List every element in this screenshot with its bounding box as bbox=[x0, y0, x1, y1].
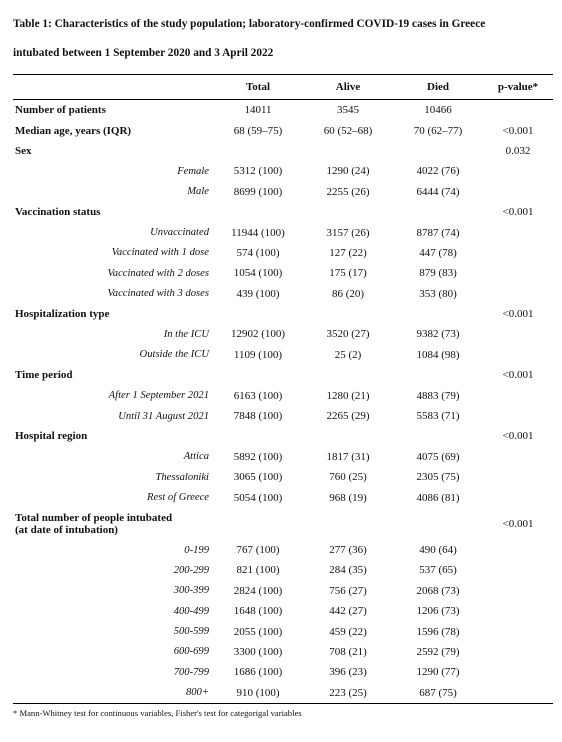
alive-cell: 1290 (24) bbox=[326, 165, 370, 178]
p-value-cell bbox=[483, 683, 553, 704]
p-value-cell bbox=[483, 447, 553, 467]
p-value-cell: <0.001 bbox=[502, 124, 534, 137]
total-cell bbox=[213, 365, 303, 385]
died-cell: 490 (64) bbox=[419, 544, 457, 556]
total-cell: 2055 (100) bbox=[233, 625, 283, 638]
table-row bbox=[13, 385, 553, 405]
total-cell: 1686 (100) bbox=[233, 666, 283, 679]
variable-label: Number of patients bbox=[15, 104, 106, 117]
subcategory-label: Male bbox=[187, 186, 209, 198]
column-header-label bbox=[13, 75, 213, 100]
table-row bbox=[13, 222, 553, 242]
died-cell: 4883 (79) bbox=[416, 389, 460, 402]
variable-label: Hospitalization type bbox=[15, 308, 110, 321]
subcategory-label: Until 31 August 2021 bbox=[118, 410, 209, 422]
total-cell bbox=[213, 304, 303, 324]
died-cell: 1596 (78) bbox=[416, 625, 460, 638]
table-row bbox=[13, 365, 553, 385]
total-cell: 5054 (100) bbox=[233, 491, 283, 504]
total-cell: 1054 (100) bbox=[233, 267, 283, 280]
died-cell bbox=[393, 304, 483, 324]
total-cell: 7848 (100) bbox=[233, 410, 283, 423]
total-cell bbox=[213, 426, 303, 446]
total-cell: 767 (100) bbox=[236, 544, 280, 556]
alive-cell bbox=[303, 141, 393, 161]
died-cell bbox=[393, 426, 483, 446]
p-value-cell bbox=[483, 581, 553, 601]
died-cell: 9382 (73) bbox=[416, 328, 460, 341]
column-header-alive: Alive bbox=[335, 81, 361, 93]
alive-cell: 284 (35) bbox=[329, 564, 367, 577]
died-cell: 2592 (79) bbox=[416, 645, 460, 658]
p-value-cell bbox=[483, 345, 553, 365]
subcategory-label: Outside the ICU bbox=[139, 349, 209, 361]
total-cell: 3300 (100) bbox=[233, 645, 283, 658]
table-row bbox=[13, 642, 553, 662]
died-cell: 447 (78) bbox=[419, 246, 457, 259]
subcategory-label: 0-199 bbox=[184, 544, 209, 556]
column-header-total: Total bbox=[245, 81, 271, 93]
p-value-cell bbox=[483, 161, 553, 181]
alive-cell bbox=[303, 508, 393, 540]
p-value-cell bbox=[483, 467, 553, 487]
subcategory-label: Female bbox=[177, 165, 209, 177]
p-value-cell bbox=[483, 560, 553, 580]
alive-cell: 756 (27) bbox=[329, 584, 367, 597]
table-row bbox=[13, 621, 553, 641]
table-row bbox=[13, 141, 553, 161]
total-cell: 8699 (100) bbox=[233, 185, 283, 198]
p-value-cell bbox=[483, 540, 553, 560]
table-row bbox=[13, 406, 553, 426]
p-value-cell bbox=[483, 642, 553, 662]
p-value-cell bbox=[483, 601, 553, 621]
alive-cell: 2255 (26) bbox=[326, 185, 370, 198]
table-row bbox=[13, 467, 553, 487]
alive-cell bbox=[303, 365, 393, 385]
table-body bbox=[13, 100, 553, 704]
alive-cell: 3157 (26) bbox=[326, 226, 370, 239]
died-cell: 70 (62–77) bbox=[413, 124, 463, 137]
p-value-cell bbox=[483, 182, 553, 202]
table-row bbox=[13, 161, 553, 181]
subcategory-label: Rest of Greece bbox=[147, 492, 209, 504]
table-row bbox=[13, 447, 553, 467]
variable-label bbox=[13, 508, 213, 540]
table-row bbox=[13, 345, 553, 365]
died-cell: 2068 (73) bbox=[416, 584, 460, 597]
total-cell: 11944 (100) bbox=[231, 226, 285, 239]
died-cell: 1206 (73) bbox=[416, 605, 460, 618]
p-value-cell bbox=[483, 662, 553, 682]
alive-cell: 396 (23) bbox=[329, 666, 367, 679]
alive-cell: 223 (25) bbox=[329, 686, 367, 699]
subcategory-label: 700-799 bbox=[173, 666, 209, 678]
variable-label: Median age, years (IQR) bbox=[15, 124, 132, 137]
column-header-died: Died bbox=[427, 81, 449, 93]
total-cell: 910 (100) bbox=[236, 686, 280, 699]
table-row bbox=[13, 263, 553, 283]
variable-label-line-1: Total number of people intubated bbox=[15, 511, 173, 524]
alive-cell: 1280 (21) bbox=[326, 389, 370, 402]
p-value-cell: <0.001 bbox=[502, 517, 534, 530]
p-value-cell bbox=[483, 487, 553, 507]
alive-cell bbox=[303, 304, 393, 324]
table-row bbox=[13, 284, 553, 304]
subcategory-label: After 1 September 2021 bbox=[108, 390, 209, 402]
variable-label-line-2: (at date of intubation) bbox=[15, 523, 118, 536]
total-cell: 68 (59–75) bbox=[233, 124, 283, 137]
died-cell: 10466 bbox=[424, 104, 452, 117]
total-cell: 5312 (100) bbox=[233, 165, 283, 178]
total-cell bbox=[213, 508, 303, 540]
variable-label: Time period bbox=[15, 369, 73, 382]
p-value-cell bbox=[483, 385, 553, 405]
table-row bbox=[13, 560, 553, 580]
subcategory-label: Unvaccinated bbox=[150, 227, 209, 239]
subcategory-label: Vaccinated with 2 doses bbox=[107, 267, 209, 279]
table-row bbox=[13, 100, 553, 121]
subcategory-label: Attica bbox=[183, 451, 209, 463]
total-cell: 574 (100) bbox=[236, 246, 280, 259]
alive-cell: 25 (2) bbox=[334, 348, 362, 361]
died-cell: 353 (80) bbox=[419, 287, 457, 300]
total-cell bbox=[213, 202, 303, 222]
died-cell: 1290 (77) bbox=[416, 666, 460, 679]
died-cell bbox=[393, 508, 483, 540]
subcategory-label: Vaccinated with 3 doses bbox=[107, 288, 209, 300]
characteristics-table bbox=[13, 74, 553, 704]
table-row bbox=[13, 487, 553, 507]
p-value-cell bbox=[483, 621, 553, 641]
p-value-cell: <0.001 bbox=[502, 206, 534, 219]
died-cell: 6444 (74) bbox=[416, 185, 460, 198]
caption-line-1: Table 1: Characteristics of the study population; laboratory-confirmed COVID-19 cases in Greece bbox=[13, 18, 486, 30]
p-value-cell bbox=[483, 406, 553, 426]
table-row bbox=[13, 324, 553, 344]
died-cell: 4075 (69) bbox=[416, 450, 460, 463]
alive-cell: 277 (36) bbox=[329, 544, 367, 556]
alive-cell: 3520 (27) bbox=[326, 328, 370, 341]
died-cell: 1084 (98) bbox=[416, 348, 460, 361]
table-row bbox=[13, 683, 553, 704]
subcategory-label: 600-699 bbox=[173, 646, 209, 658]
p-value-cell: <0.001 bbox=[502, 308, 534, 321]
alive-cell: 708 (21) bbox=[329, 645, 367, 658]
total-cell: 6163 (100) bbox=[233, 389, 283, 402]
total-cell: 12902 (100) bbox=[230, 328, 286, 341]
table-row bbox=[13, 581, 553, 601]
variable-label: Hospital region bbox=[15, 430, 88, 443]
table-row bbox=[13, 662, 553, 682]
p-value-cell: <0.001 bbox=[502, 369, 534, 382]
total-cell: 1648 (100) bbox=[233, 605, 283, 618]
p-value-cell bbox=[483, 284, 553, 304]
alive-cell: 2265 (29) bbox=[326, 410, 370, 423]
total-cell: 2824 (100) bbox=[233, 584, 283, 597]
table-row bbox=[13, 601, 553, 621]
variable-label: Vaccination status bbox=[15, 206, 101, 219]
alive-cell: 60 (52–68) bbox=[323, 124, 373, 137]
p-value-cell bbox=[483, 324, 553, 344]
total-cell: 821 (100) bbox=[236, 564, 280, 577]
caption-line-2: intubated between 1 September 2020 and 3 April 2022 bbox=[13, 47, 274, 59]
p-value-cell bbox=[483, 100, 553, 121]
alive-cell: 760 (25) bbox=[329, 471, 367, 484]
died-cell: 4086 (81) bbox=[416, 491, 460, 504]
died-cell: 4022 (76) bbox=[416, 165, 460, 178]
table-row bbox=[13, 508, 553, 540]
total-cell bbox=[213, 141, 303, 161]
died-cell: 5583 (71) bbox=[416, 410, 460, 423]
alive-cell bbox=[303, 202, 393, 222]
total-cell: 14011 bbox=[244, 104, 272, 117]
table-row bbox=[13, 426, 553, 446]
alive-cell: 127 (22) bbox=[329, 246, 367, 259]
table-footnote: * Mann-Whitney test for continuous variables, Fisher's test for categorigal variables bbox=[13, 708, 302, 718]
alive-cell: 3545 bbox=[337, 104, 359, 117]
table-header-row bbox=[13, 75, 553, 100]
subcategory-label: 800+ bbox=[185, 687, 209, 699]
died-cell: 537 (65) bbox=[419, 564, 457, 577]
total-cell: 439 (100) bbox=[236, 287, 280, 300]
table-row bbox=[13, 540, 553, 560]
column-header-p-value: p-value* bbox=[497, 81, 539, 93]
subcategory-label: Thessaloniki bbox=[155, 471, 209, 483]
subcategory-label: In the ICU bbox=[163, 328, 209, 340]
died-cell bbox=[393, 365, 483, 385]
died-cell: 2305 (75) bbox=[416, 471, 460, 484]
alive-cell: 86 (20) bbox=[331, 287, 365, 300]
alive-cell: 175 (17) bbox=[329, 267, 367, 280]
table-row bbox=[13, 182, 553, 202]
alive-cell bbox=[303, 426, 393, 446]
table-row bbox=[13, 120, 553, 140]
p-value-cell: <0.001 bbox=[502, 430, 534, 443]
subcategory-label: 200-299 bbox=[173, 564, 209, 576]
died-cell bbox=[393, 202, 483, 222]
p-value-cell bbox=[483, 263, 553, 283]
table-row bbox=[13, 202, 553, 222]
table-row bbox=[13, 304, 553, 324]
died-cell: 687 (75) bbox=[419, 686, 457, 699]
died-cell: 879 (83) bbox=[419, 267, 457, 280]
p-value-cell: 0.032 bbox=[505, 144, 531, 157]
subcategory-label: Vaccinated with 1 dose bbox=[111, 247, 209, 259]
subcategory-label: 400-499 bbox=[173, 605, 209, 617]
p-value-cell bbox=[483, 222, 553, 242]
p-value-cell bbox=[483, 243, 553, 263]
died-cell: 8787 (74) bbox=[416, 226, 460, 239]
subcategory-label: 500-599 bbox=[173, 626, 209, 638]
table-row bbox=[13, 243, 553, 263]
alive-cell: 442 (27) bbox=[329, 605, 367, 618]
died-cell bbox=[393, 141, 483, 161]
subcategory-label: 300-399 bbox=[173, 585, 209, 597]
total-cell: 5892 (100) bbox=[233, 450, 283, 463]
variable-label: Sex bbox=[15, 144, 32, 157]
table-caption bbox=[13, 10, 553, 68]
alive-cell: 1817 (31) bbox=[326, 450, 370, 463]
total-cell: 1109 (100) bbox=[233, 348, 283, 361]
alive-cell: 459 (22) bbox=[329, 625, 367, 638]
alive-cell: 968 (19) bbox=[329, 491, 367, 504]
total-cell: 3065 (100) bbox=[233, 471, 283, 484]
